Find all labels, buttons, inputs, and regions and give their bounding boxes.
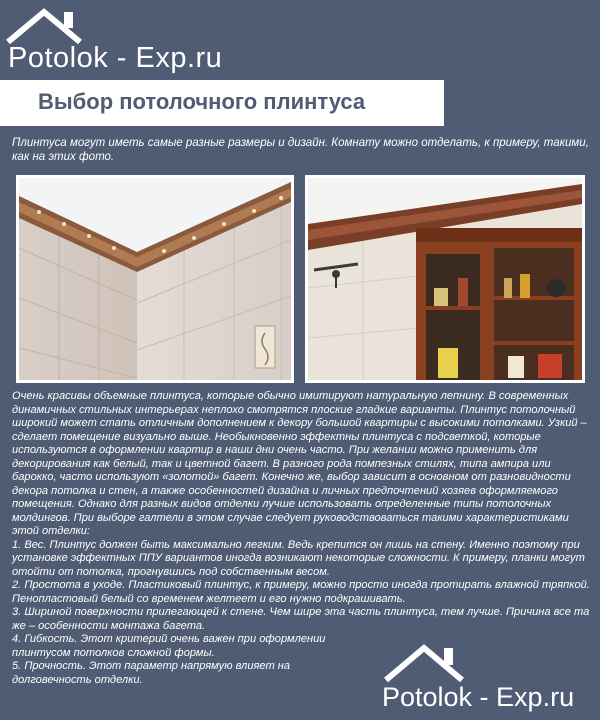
kitchen-ceiling-molding-photo <box>305 175 585 383</box>
page-title: Выбор потолочного плинтуса <box>38 89 366 114</box>
list-item: 3. Шириной поверхности прилегающей к стене. Чем шире эта часть плинтуса, тем лучше. Причина все та же – особенности монтажа багета. <box>12 606 590 632</box>
title-bar <box>0 80 444 126</box>
intro-text: Плинтуса могут иметь самые разные размеры и дизайн. Комнату можно отделать, к примеру, такими, как на этих фото. <box>12 137 589 163</box>
bathroom-ceiling-molding-photo <box>16 175 294 383</box>
site-logo-text: Potolok - Exp.ru <box>8 42 223 74</box>
site-logo-bottom[interactable] <box>380 640 600 720</box>
list-item: 1. Вес. Плинтус должен быть максимально легким. Ведь крепится он лишь на стену. Именно поэтому при установке эффектных ППУ вариантов иногда возникают некоторые сложности. К примеру, планки могут отойти от потолка, прогнувшись под собственным весом. <box>12 538 585 578</box>
article-paragraph: Очень красивы объемные плинтуса, которые обычно имитируют натуральную лепнину. В современных динамичных стильных интерьерах неплохо смотрятся плоские гладкие варианты. Плинтус потолочный широкий может стать отличным дополнением к декору большой квартиры с высокими потолками. Узкий – сделает помещение визуально выше. Необыкновенно эффектны плинтуса с подсветкой, которые используются в оформлении квартир в наши дни очень часто. При желании можно применить для декорирования как белый, так и цветной багет. В разного рода помпезных стилях, типа ампира или барокко, часто используют «золотой» багет. Конечно же, выбор зависит в основном от разновидности декора потолка и стен, а также особенностей дизайна и личных предпочтений хозяев оформляемого помещения. Однако для разных видов отделки лучше использовать определенные типы потолочных молдингов. При выборе галтели в этом случае следует руководствоваться такими характеристиками этой отделки: <box>12 390 587 537</box>
list-item: 2. Простота в уходе. Пластиковый плинтус, к примеру, можно просто иногда протирать влажной тряпкой. Пенопластовый белый со временем желтеет и его нужно подкрашивать. <box>12 579 590 605</box>
list-item: 5. Прочность. Этот параметр напрямую влияет на долговечность отделки. <box>12 660 291 686</box>
site-logo-text: Potolok - Exp.ru <box>382 682 575 712</box>
list-item: 4. Гибкость. Этот критерий очень важен при оформлении плинтусом потолков сложной формы. <box>12 633 326 659</box>
site-logo-top[interactable] <box>4 4 244 84</box>
house-roof-icon <box>380 640 490 686</box>
